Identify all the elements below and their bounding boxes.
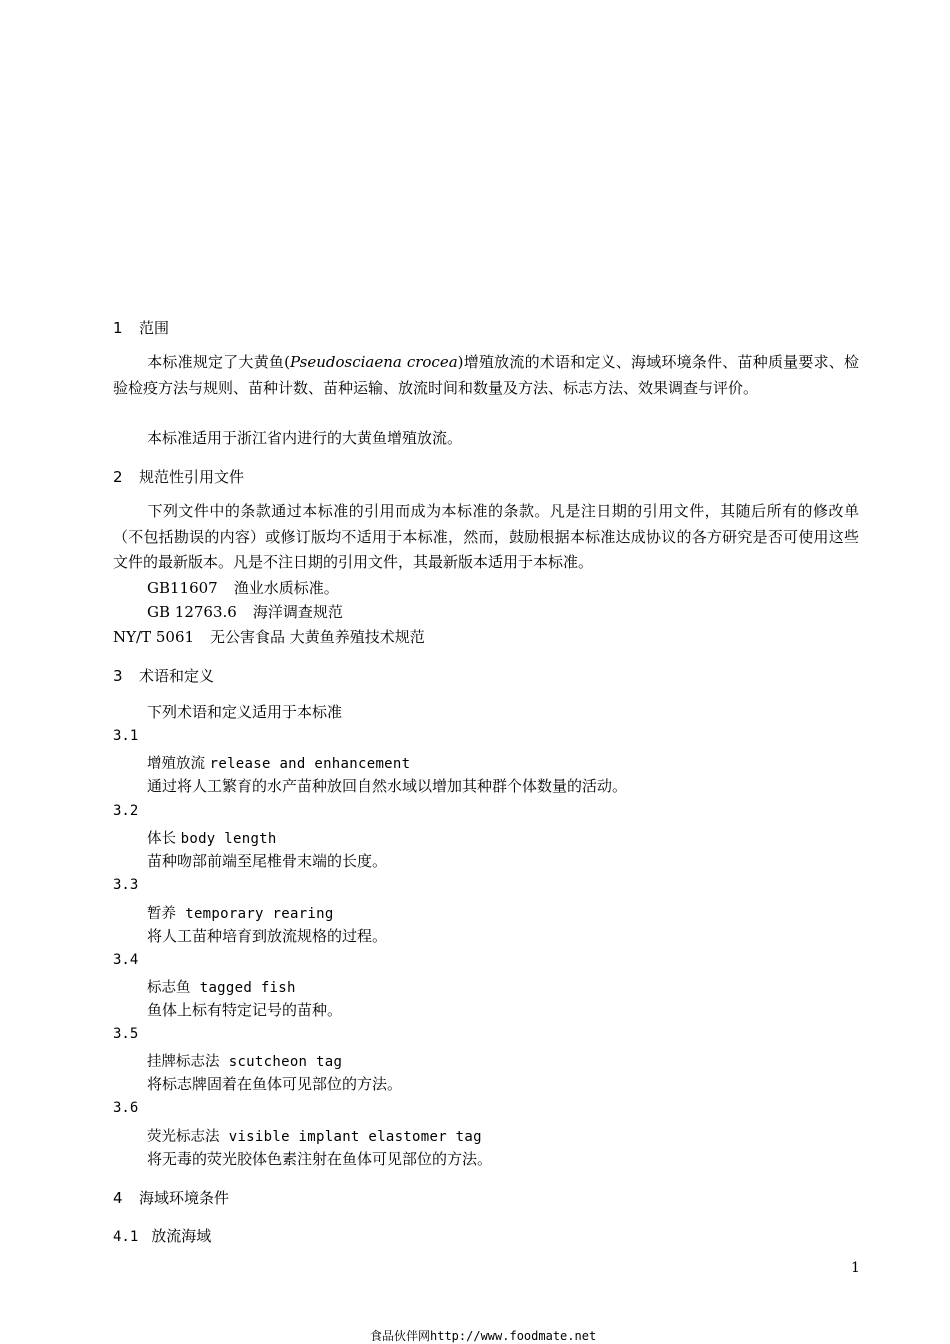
- page-number: 1: [851, 1260, 860, 1276]
- reference-item: GB 12763.6 海洋调查规范: [147, 603, 343, 621]
- section-title: 海域环境条件: [139, 1189, 230, 1207]
- reference-item: NY/T 5061 无公害食品 大黄鱼养殖技术规范: [113, 628, 425, 646]
- subsection-4-1-heading: [113, 1225, 211, 1246]
- footer-watermark: 食品伙伴网http://www.foodmate.net: [370, 1329, 597, 1343]
- section-number: 4: [113, 1189, 123, 1207]
- section-number: 2: [113, 468, 123, 486]
- subsection-title: 放流海域: [151, 1227, 212, 1245]
- term-heading: 体长 body length: [147, 831, 277, 847]
- term-number: 3.2: [113, 803, 139, 819]
- section-title: 术语和定义: [139, 667, 215, 685]
- term-definition: 将标志牌固着在鱼体可见部位的方法。: [147, 1075, 403, 1093]
- section-2-heading: [113, 466, 244, 487]
- term-heading: 荧光标志法 visible implant elastomer tag: [147, 1129, 482, 1145]
- term-number: 3.5: [113, 1026, 139, 1042]
- term-heading: 标志鱼 tagged fish: [147, 980, 296, 996]
- references-paragraph: 下列文件中的条款通过本标准的引用而成为本标准的条款。凡是注日期的引用文件，其随后所有的修改单（不包括勘误的内容）或修订版均不适用于本标准，然而，鼓励根据本标准达成协议的各方研究是否可使用这些文件的最新版本。凡是不注日期的引用文件，其最新版本适用于本标准。: [113, 502, 859, 571]
- section-1-heading: [113, 317, 169, 338]
- section-number: 3: [113, 667, 123, 685]
- terms-intro: 下列术语和定义适用于本标准: [147, 703, 343, 721]
- term-number: 3.6: [113, 1100, 139, 1116]
- term-definition: 将人工苗种培育到放流规格的过程。: [147, 927, 388, 945]
- term-number: 3.3: [113, 877, 139, 893]
- section-title: 范围: [139, 319, 170, 337]
- reference-item: GB11607 渔业水质标准。: [147, 579, 339, 597]
- latin-species-name: Pseudosciaena crocea: [289, 353, 458, 371]
- scope-applicability: 本标准适用于浙江省内进行的大黄鱼增殖放流。: [147, 429, 463, 447]
- term-definition: 苗种吻部前端至尾椎骨末端的长度。: [147, 852, 388, 870]
- term-definition: 将无毒的荧光胶体色素注射在鱼体可见部位的方法。: [147, 1150, 493, 1168]
- subsection-number: 4.1: [113, 1229, 139, 1245]
- section-3-heading: [113, 665, 214, 686]
- term-heading: 挂牌标志法 scutcheon tag: [147, 1054, 343, 1070]
- section-title: 规范性引用文件: [139, 468, 245, 486]
- section-4-heading: [113, 1187, 229, 1208]
- term-heading: 增殖放流 release and enhancement: [147, 756, 411, 772]
- term-definition: 通过将人工繁育的水产苗种放回自然水域以增加其种群个体数量的活动。: [147, 777, 628, 795]
- section-number: 1: [113, 319, 123, 337]
- term-number: 3.4: [113, 952, 139, 968]
- term-definition: 鱼体上标有特定记号的苗种。: [147, 1001, 343, 1019]
- term-heading: 暂养 temporary rearing: [147, 906, 334, 922]
- term-number: 3.1: [113, 728, 139, 744]
- scope-paragraph: 本标准规定了大黄鱼(Pseudosciaena crocea)增殖放流的术语和定义、海域环境条件、苗种质量要求、检验检疫方法与规则、苗种计数、苗种运输、放流时间和数量及方法、标志方法、效果调查与评价。: [113, 353, 860, 397]
